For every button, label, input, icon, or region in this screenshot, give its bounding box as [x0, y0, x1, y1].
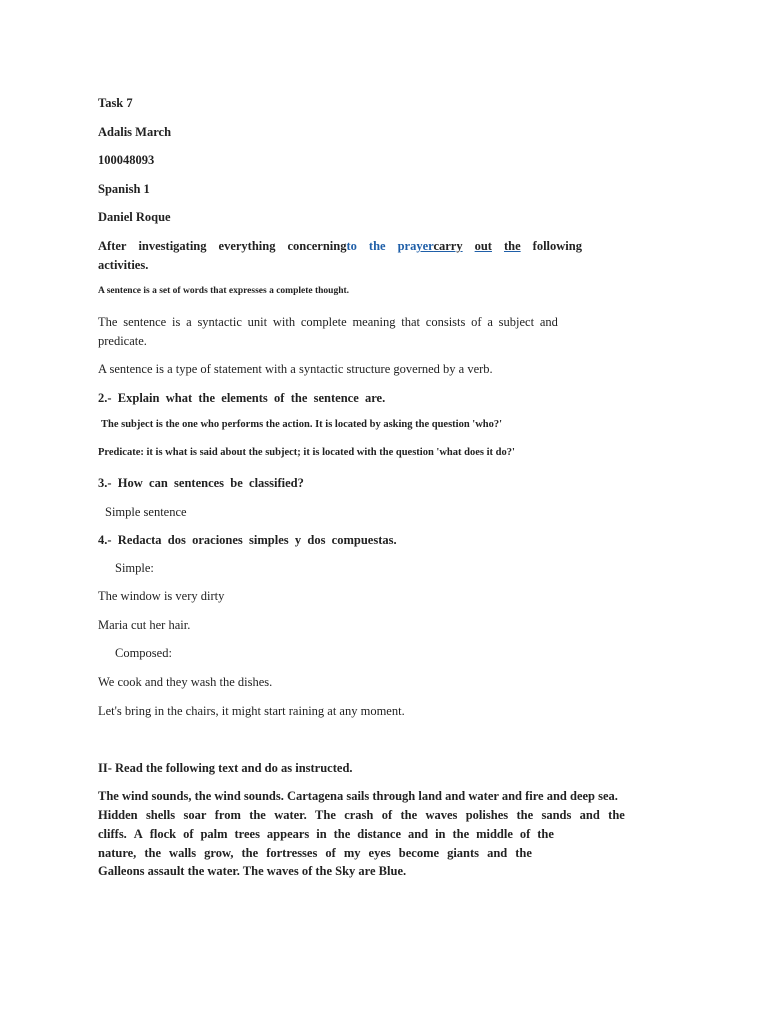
word: in [435, 827, 446, 841]
intro-line-2: activities. [98, 258, 149, 272]
teacher-name: Daniel Roque [98, 210, 171, 224]
intro-word: out [474, 239, 492, 253]
word: The [98, 315, 118, 329]
word: A [133, 827, 143, 841]
intro-word: concerningto [287, 239, 357, 253]
poem-line-5: Galleons assault the water. The waves of the Sky are Blue. [98, 864, 407, 878]
paragraph-1-line-2: predicate. [98, 334, 147, 348]
course-name: Spanish 1 [98, 182, 150, 196]
word: trees [234, 827, 260, 841]
word: of [325, 846, 336, 860]
paragraph-1-line-1 [98, 315, 558, 330]
intro-word: following [532, 239, 582, 253]
word: of [381, 808, 393, 822]
composed-sentence-1: We cook and they wash the dishes. [98, 675, 273, 689]
intro-word: investigating [138, 239, 207, 253]
word: waves [425, 808, 458, 822]
word: subject [498, 315, 535, 329]
word: a [487, 315, 493, 329]
intro-word [398, 239, 463, 254]
word: and [487, 846, 508, 860]
word: cliffs. [98, 827, 127, 841]
word: Hidden [98, 808, 138, 822]
word: flock [149, 827, 177, 841]
word: walls [169, 846, 197, 860]
word: my [343, 846, 361, 860]
word: and [407, 827, 429, 841]
word: with [272, 315, 296, 329]
simple-sentence-1: The window is very dirty [98, 589, 225, 603]
question-3-answer: Simple sentence [105, 505, 187, 519]
word: sentence [123, 315, 167, 329]
word: unit [247, 315, 268, 329]
question-2: 2.- Explain what the elements of the sentence are. [98, 391, 386, 405]
definition-small: A sentence is a set of words that expresses a complete thought. [98, 286, 350, 296]
word: soar [183, 808, 207, 822]
word: from [214, 808, 241, 822]
poem-line-3 [98, 827, 554, 842]
composed-label: Composed: [115, 646, 172, 660]
word: syntactic [197, 315, 242, 329]
word: crash [344, 808, 374, 822]
word: and [579, 808, 600, 822]
prayer-link-yer[interactable]: yer [416, 239, 434, 253]
intro-word: After [98, 239, 127, 253]
word: sands [541, 808, 572, 822]
word: and [539, 315, 558, 329]
task-title: Task 7 [98, 96, 133, 110]
word: the [400, 808, 418, 822]
word: fortresses [266, 846, 318, 860]
word: of [471, 315, 482, 329]
word: the [333, 827, 351, 841]
poem-line-1: The wind sounds, the wind sounds. Cartagena sails through land and water and fire and deep sea. [98, 789, 618, 803]
intro-carry: carry [433, 239, 463, 253]
word: become [398, 846, 440, 860]
paragraph-2: A sentence is a type of statement with a syntactic structure governed by a verb. [98, 362, 493, 376]
prayer-link-to[interactable]: to [346, 239, 357, 253]
word: water. [274, 808, 307, 822]
word: meaning [352, 315, 396, 329]
student-id: 100048093 [98, 153, 155, 167]
prayer-link-pra[interactable]: pra [397, 239, 417, 253]
word: the [452, 827, 470, 841]
intro-word: the [503, 239, 521, 253]
word: is [172, 315, 181, 329]
word: the [516, 808, 534, 822]
simple-sentence-2: Maria cut her hair. [98, 618, 191, 632]
word: the [241, 846, 259, 860]
word: shells [145, 808, 176, 822]
word: palm [200, 827, 228, 841]
word: in [316, 827, 327, 841]
word: the [249, 808, 266, 822]
section-2-title: II- Read the following text and do as instructed. [98, 761, 353, 775]
intro-line-1 [98, 239, 582, 254]
word: appears [266, 827, 310, 841]
word: giants [447, 846, 480, 860]
composed-sentence-2: Let's bring in the chairs, it might start raining at any moment. [98, 704, 405, 718]
word: nature, [98, 846, 137, 860]
word: grow, [204, 846, 234, 860]
word: complete [300, 315, 347, 329]
word: a [186, 315, 192, 329]
prayer-link-the[interactable]: the [368, 239, 386, 253]
intro-word: everything [218, 239, 276, 253]
word: consists [425, 315, 466, 329]
word: distance [357, 827, 402, 841]
word: of [519, 827, 531, 841]
question-4: 4.- Redacta dos oraciones simples y dos compuestas. [98, 533, 397, 547]
word: middle [476, 827, 513, 841]
word: the [144, 846, 162, 860]
word: the [537, 827, 554, 841]
word: that [401, 315, 421, 329]
subject-definition: The subject is the one who performs the action. It is located by asking the question 'who?' [101, 419, 503, 430]
predicate-definition: Predicate: it is what is said about the subject; it is located with the question 'what does it do?' [98, 447, 515, 458]
poem-line-2 [98, 808, 625, 823]
word: the [608, 808, 625, 822]
word: eyes [368, 846, 391, 860]
word: of [183, 827, 194, 841]
word: the [515, 846, 532, 860]
word: polishes [465, 808, 509, 822]
question-3: 3.- How can sentences be classified? [98, 476, 304, 490]
poem-line-4 [98, 846, 532, 861]
simple-label: Simple: [115, 561, 154, 575]
word: The [315, 808, 336, 822]
student-name: Adalis March [98, 125, 172, 139]
